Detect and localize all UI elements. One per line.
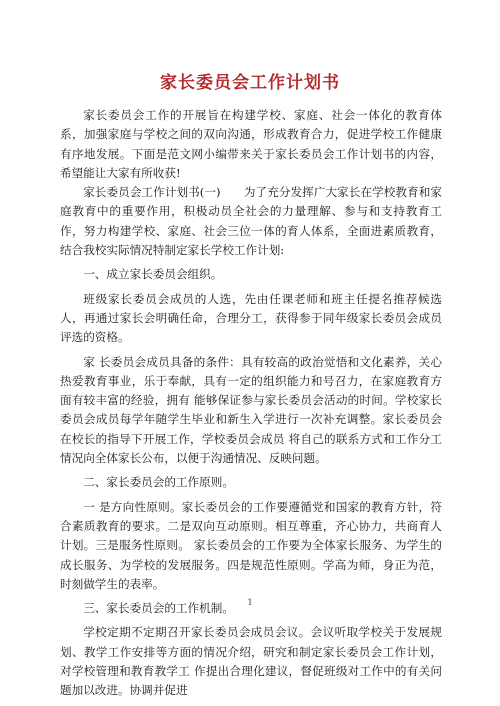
plan-intro-paragraph: 家长委员会工作计划书(一) 为了充分发挥广大家长在学校教育和家庭教育中的重要作用，积极动员全社会的力量理解、参与和支持教育工作，努力构建学校、家庭、社会三位一体的育人体系，全面进素质教育，结合我校实际情况特制定家长学校工作计划: [60, 185, 442, 258]
section-heading-3: 三、家长委员会的工作机制。 [83, 601, 234, 616]
section-heading-1: 一、成立家长委员会组织。 [83, 267, 223, 282]
document-title: 家长委员会工作计划书 [160, 73, 340, 93]
body-paragraph: 班级家长委员会成员的人选，先由任课老师和班主任提名推荐候选人，再通过家长会明确任命，合理分工，获得参于同年级家长委员会成员评选的资格。 [60, 291, 442, 345]
section-heading-2: 二、家长委员会的工作原则。 [83, 475, 234, 490]
intro-paragraph: 家长委员会工作的开展旨在构建学校、家庭、社会一体化的教育体系，加强家庭与学校之间的双向沟通，形成教育合力，促进学校工作健康有序地发展。下面是范文网小编带来关于家长委员会工作计划书的内容，希望能让大家有所收获! [60, 108, 442, 180]
body-paragraph: 一 是方向性原则。家长委员会的工作要遵循党和国家的教育方针，符合素质教育的要求。二是双向互动原则。相互尊重，齐心协力，共商育人计划。三是服务性原则。 家长委员会的工作要为全体家长服务、为学生的成长服务、为学校的发展服务。四是规范性原则。学高为师，身正为范，时刻做学生的表率。 [60, 499, 442, 591]
page-number: 1 [247, 598, 253, 607]
document-body [60, 106, 442, 706]
body-paragraph: 学校定期不定期召开家长委员会成员会议。会议听取学校关于发展规划、教学工作安排等方面的情况介绍，研究和制定家长委员会工作计划，对学校管理和教育教学工 作提出合理化建议，督促班级对工作中的有关问题加以改进。协调并促进 [60, 625, 442, 698]
body-paragraph: 家 长委员会成员具备的条件：具有较高的政治觉悟和文化素养，关心热爱教育事业，乐于奉献，具有一定的组织能力和号召力，在家庭教育方面有较丰富的经验，拥有 能够保证参与家长委员会活动的时间。学校家长委员会成员每学年随学生毕业和新生入学进行一次补充调整。家长委员会在校长的指导下开展工作，学校委员会成员 将自己的联系方式和工作分工情况向全体家长公布，以便于沟通情况、反映问题。 [60, 354, 442, 466]
